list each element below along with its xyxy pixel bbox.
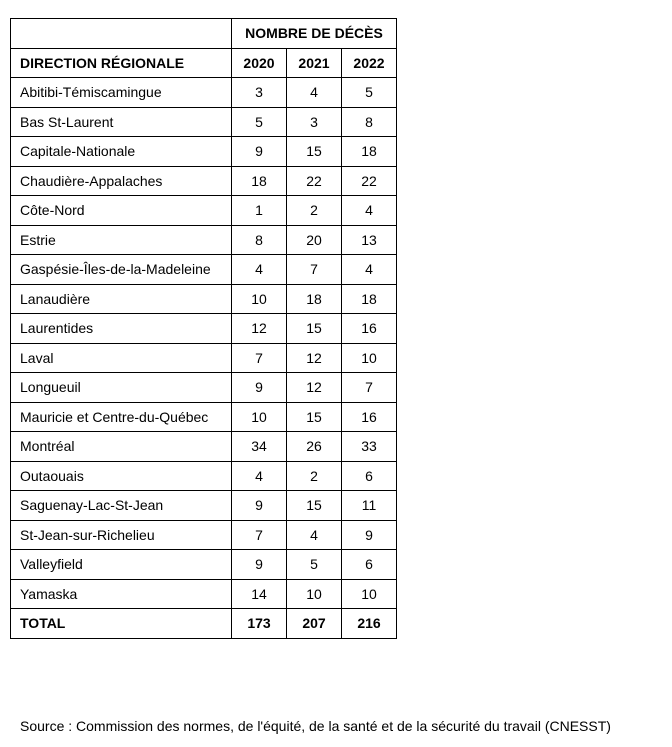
- deaths-value-cell: 9: [342, 520, 397, 550]
- deaths-value-cell: 4: [342, 255, 397, 285]
- column-header-row: [11, 48, 397, 78]
- deaths-value-cell: 15: [287, 137, 342, 167]
- region-name-cell: Laurentides: [11, 314, 232, 344]
- region-name-cell: Outaouais: [11, 461, 232, 491]
- group-header-row: [11, 19, 397, 49]
- table-row: [11, 314, 397, 344]
- deaths-value-cell: 4: [232, 255, 287, 285]
- deaths-table: [10, 18, 397, 639]
- deaths-value-cell: 7: [342, 373, 397, 403]
- deaths-value-cell: 20: [287, 225, 342, 255]
- deaths-value-cell: 12: [232, 314, 287, 344]
- table-row: [11, 225, 397, 255]
- deaths-value-cell: 15: [287, 314, 342, 344]
- deaths-value-cell: 14: [232, 579, 287, 609]
- deaths-value-cell: 8: [232, 225, 287, 255]
- deaths-value-cell: 6: [342, 461, 397, 491]
- deaths-value-cell: 9: [232, 137, 287, 167]
- table-row: [11, 491, 397, 521]
- table-row: [11, 579, 397, 609]
- deaths-value-cell: 18: [287, 284, 342, 314]
- total-value-cell: 216: [342, 609, 397, 639]
- table-row: [11, 520, 397, 550]
- year-header-2022: 2022: [342, 48, 397, 78]
- deaths-value-cell: 13: [342, 225, 397, 255]
- deaths-group-header: NOMBRE DE DÉCÈS: [232, 19, 397, 49]
- deaths-value-cell: 4: [287, 520, 342, 550]
- table-row: [11, 166, 397, 196]
- deaths-value-cell: 34: [232, 432, 287, 462]
- deaths-value-cell: 33: [342, 432, 397, 462]
- deaths-value-cell: 15: [287, 491, 342, 521]
- deaths-value-cell: 15: [287, 402, 342, 432]
- total-value-cell: 207: [287, 609, 342, 639]
- region-name-cell: Laval: [11, 343, 232, 373]
- table-row: [11, 255, 397, 285]
- deaths-value-cell: 22: [342, 166, 397, 196]
- total-label-cell: TOTAL: [11, 609, 232, 639]
- empty-header-cell: [11, 19, 232, 49]
- region-name-cell: Montréal: [11, 432, 232, 462]
- deaths-value-cell: 10: [342, 579, 397, 609]
- year-header-2021: 2021: [287, 48, 342, 78]
- deaths-value-cell: 4: [287, 78, 342, 108]
- deaths-value-cell: 22: [287, 166, 342, 196]
- deaths-value-cell: 3: [232, 78, 287, 108]
- region-name-cell: Lanaudière: [11, 284, 232, 314]
- year-header-2020: 2020: [232, 48, 287, 78]
- deaths-value-cell: 5: [287, 550, 342, 580]
- deaths-value-cell: 8: [342, 107, 397, 137]
- table-row: [11, 461, 397, 491]
- deaths-value-cell: 12: [287, 373, 342, 403]
- region-name-cell: Yamaska: [11, 579, 232, 609]
- table-row: [11, 550, 397, 580]
- deaths-value-cell: 18: [342, 137, 397, 167]
- total-value-cell: 173: [232, 609, 287, 639]
- deaths-value-cell: 10: [342, 343, 397, 373]
- table-row: [11, 284, 397, 314]
- region-name-cell: Gaspésie-Îles-de-la-Madeleine: [11, 255, 232, 285]
- deaths-value-cell: 5: [232, 107, 287, 137]
- deaths-value-cell: 3: [287, 107, 342, 137]
- region-name-cell: St-Jean-sur-Richelieu: [11, 520, 232, 550]
- deaths-value-cell: 18: [232, 166, 287, 196]
- table-row: [11, 373, 397, 403]
- deaths-value-cell: 6: [342, 550, 397, 580]
- region-name-cell: Côte-Nord: [11, 196, 232, 226]
- region-column-header: DIRECTION RÉGIONALE: [11, 48, 232, 78]
- table-row: [11, 107, 397, 137]
- deaths-value-cell: 4: [232, 461, 287, 491]
- table-row: [11, 343, 397, 373]
- deaths-value-cell: 12: [287, 343, 342, 373]
- deaths-value-cell: 10: [232, 284, 287, 314]
- region-name-cell: Mauricie et Centre-du-Québec: [11, 402, 232, 432]
- deaths-value-cell: 7: [232, 343, 287, 373]
- deaths-value-cell: 26: [287, 432, 342, 462]
- deaths-value-cell: 10: [232, 402, 287, 432]
- deaths-value-cell: 1: [232, 196, 287, 226]
- region-name-cell: Bas St-Laurent: [11, 107, 232, 137]
- deaths-value-cell: 4: [342, 196, 397, 226]
- deaths-value-cell: 16: [342, 402, 397, 432]
- table-row: [11, 196, 397, 226]
- total-row: [11, 609, 397, 639]
- table-row: [11, 402, 397, 432]
- region-name-cell: Chaudière-Appalaches: [11, 166, 232, 196]
- table-row: [11, 137, 397, 167]
- region-name-cell: Capitale-Nationale: [11, 137, 232, 167]
- deaths-value-cell: 7: [232, 520, 287, 550]
- deaths-value-cell: 2: [287, 461, 342, 491]
- table-row: [11, 78, 397, 108]
- deaths-value-cell: 16: [342, 314, 397, 344]
- region-name-cell: Saguenay-Lac-St-Jean: [11, 491, 232, 521]
- deaths-value-cell: 9: [232, 550, 287, 580]
- deaths-value-cell: 9: [232, 373, 287, 403]
- region-name-cell: Valleyfield: [11, 550, 232, 580]
- deaths-value-cell: 18: [342, 284, 397, 314]
- region-name-cell: Estrie: [11, 225, 232, 255]
- source-note: Source : Commission des normes, de l'équité, de la santé et de la sécurité du travail (CNESST): [20, 718, 611, 734]
- deaths-value-cell: 11: [342, 491, 397, 521]
- deaths-value-cell: 2: [287, 196, 342, 226]
- deaths-value-cell: 5: [342, 78, 397, 108]
- region-name-cell: Longueuil: [11, 373, 232, 403]
- deaths-value-cell: 9: [232, 491, 287, 521]
- table-row: [11, 432, 397, 462]
- region-name-cell: Abitibi-Témiscamingue: [11, 78, 232, 108]
- deaths-value-cell: 7: [287, 255, 342, 285]
- deaths-value-cell: 10: [287, 579, 342, 609]
